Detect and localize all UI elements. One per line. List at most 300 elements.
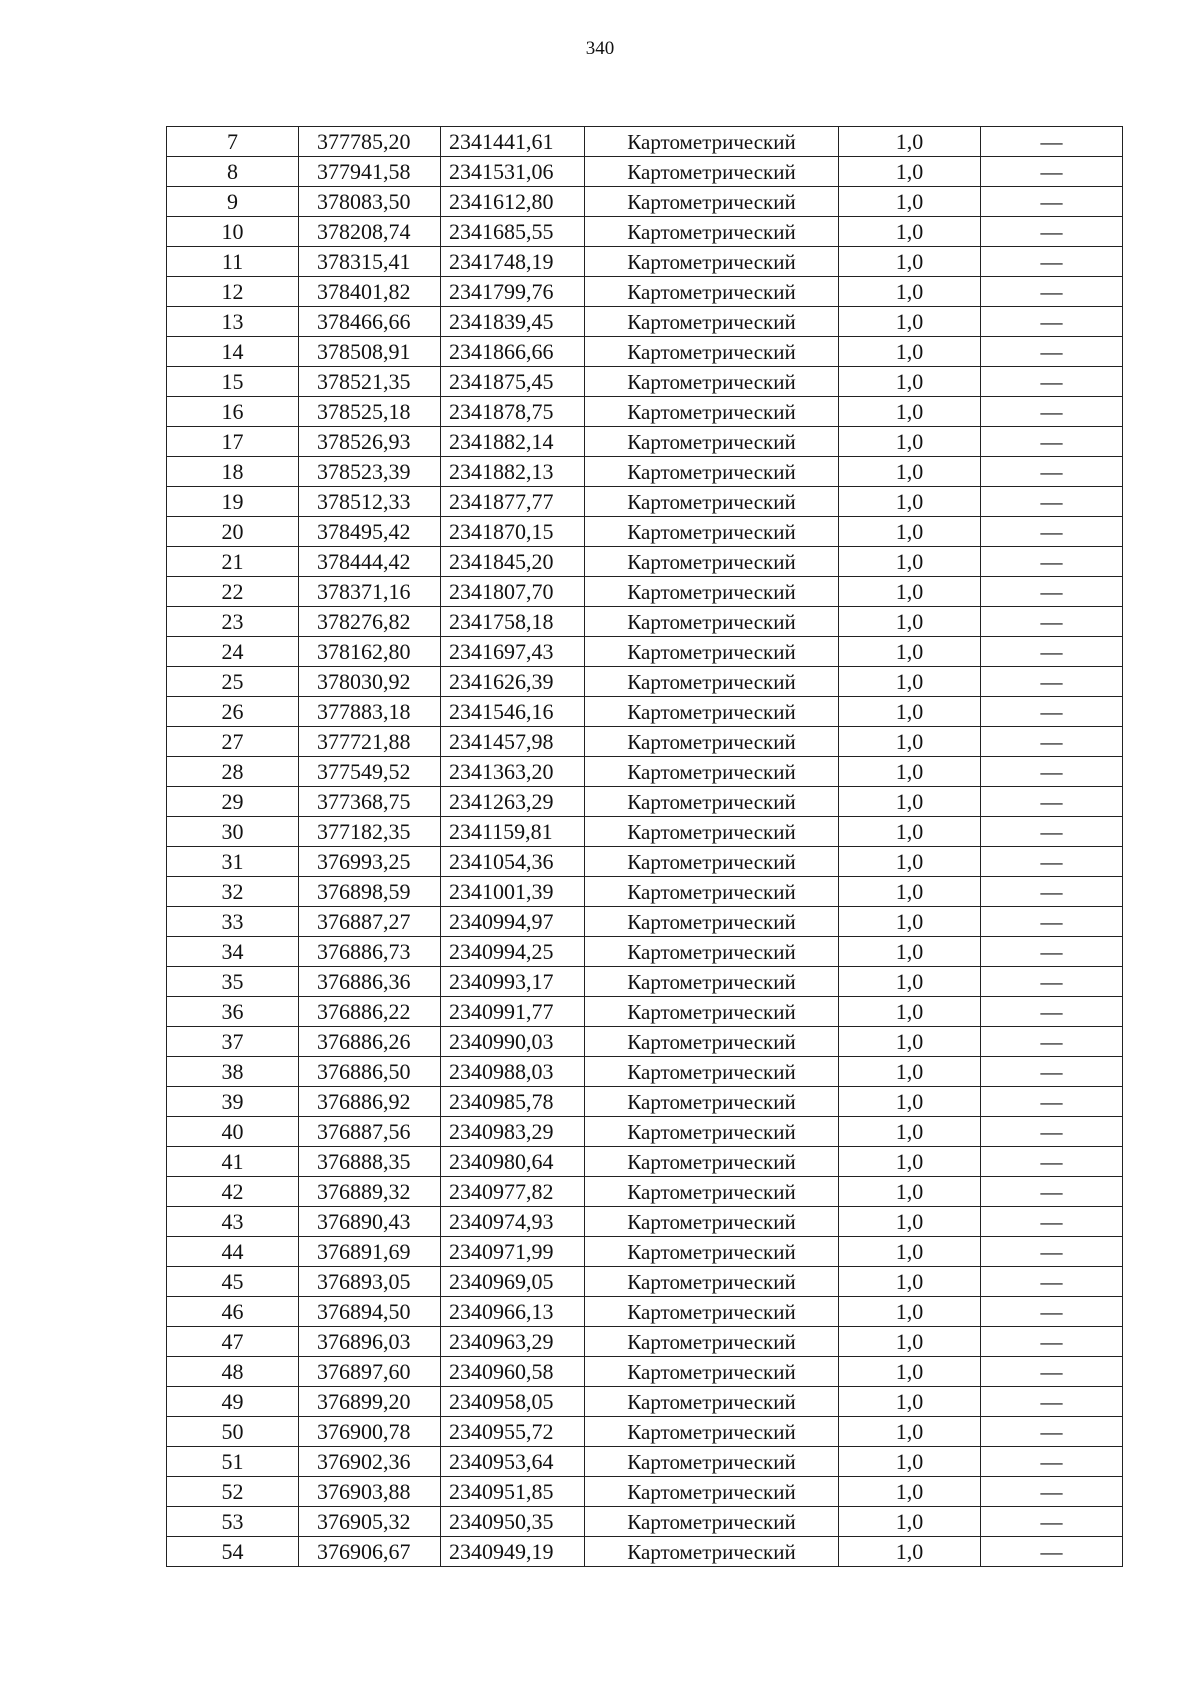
point-number-cell: 49: [167, 1387, 299, 1417]
x-coordinate-cell: 378466,66: [299, 307, 441, 337]
method-cell: Картометрический: [585, 1417, 839, 1447]
x-coordinate-cell: 377721,88: [299, 727, 441, 757]
point-number-cell: 17: [167, 427, 299, 457]
error-cell: 1,0: [839, 517, 981, 547]
y-coordinate-cell: 2340980,64: [441, 1147, 585, 1177]
note-cell: —: [981, 397, 1123, 427]
x-coordinate-cell: 376886,73: [299, 937, 441, 967]
note-cell: —: [981, 727, 1123, 757]
note-cell: —: [981, 907, 1123, 937]
x-coordinate-cell: 376886,92: [299, 1087, 441, 1117]
y-coordinate-cell: 2341807,70: [441, 577, 585, 607]
method-cell: Картометрический: [585, 1087, 839, 1117]
method-cell: Картометрический: [585, 607, 839, 637]
x-coordinate-cell: 376897,60: [299, 1357, 441, 1387]
table-row: [167, 1507, 1123, 1537]
error-cell: 1,0: [839, 607, 981, 637]
error-cell: 1,0: [839, 1477, 981, 1507]
note-cell: —: [981, 937, 1123, 967]
table-row: [167, 457, 1123, 487]
error-cell: 1,0: [839, 547, 981, 577]
x-coordinate-cell: 378083,50: [299, 187, 441, 217]
y-coordinate-cell: 2340990,03: [441, 1027, 585, 1057]
table-row: [167, 937, 1123, 967]
y-coordinate-cell: 2340994,25: [441, 937, 585, 967]
table-row: [167, 1117, 1123, 1147]
y-coordinate-cell: 2341875,45: [441, 367, 585, 397]
x-coordinate-cell: 378315,41: [299, 247, 441, 277]
point-number-cell: 8: [167, 157, 299, 187]
table-row: [167, 1297, 1123, 1327]
note-cell: —: [981, 1327, 1123, 1357]
method-cell: Картометрический: [585, 547, 839, 577]
point-number-cell: 28: [167, 757, 299, 787]
note-cell: —: [981, 1267, 1123, 1297]
table-row: [167, 697, 1123, 727]
x-coordinate-cell: 376902,36: [299, 1447, 441, 1477]
y-coordinate-cell: 2340955,72: [441, 1417, 585, 1447]
coordinates-table-body: [167, 127, 1123, 1567]
method-cell: Картометрический: [585, 757, 839, 787]
x-coordinate-cell: 376889,32: [299, 1177, 441, 1207]
x-coordinate-cell: 376893,05: [299, 1267, 441, 1297]
y-coordinate-cell: 2341870,15: [441, 517, 585, 547]
point-number-cell: 18: [167, 457, 299, 487]
error-cell: 1,0: [839, 1087, 981, 1117]
x-coordinate-cell: 378162,80: [299, 637, 441, 667]
point-number-cell: 32: [167, 877, 299, 907]
table-row: [167, 397, 1123, 427]
point-number-cell: 21: [167, 547, 299, 577]
table-row: [167, 1327, 1123, 1357]
x-coordinate-cell: 376886,36: [299, 967, 441, 997]
error-cell: 1,0: [839, 1507, 981, 1537]
method-cell: Картометрический: [585, 397, 839, 427]
x-coordinate-cell: 376896,03: [299, 1327, 441, 1357]
table-row: [167, 1447, 1123, 1477]
error-cell: 1,0: [839, 1447, 981, 1477]
y-coordinate-cell: 2341758,18: [441, 607, 585, 637]
y-coordinate-cell: 2341612,80: [441, 187, 585, 217]
x-coordinate-cell: 376887,27: [299, 907, 441, 937]
error-cell: 1,0: [839, 787, 981, 817]
table-row: [167, 667, 1123, 697]
point-number-cell: 37: [167, 1027, 299, 1057]
point-number-cell: 13: [167, 307, 299, 337]
error-cell: 1,0: [839, 637, 981, 667]
point-number-cell: 46: [167, 1297, 299, 1327]
y-coordinate-cell: 2341546,16: [441, 697, 585, 727]
y-coordinate-cell: 2341457,98: [441, 727, 585, 757]
x-coordinate-cell: 378208,74: [299, 217, 441, 247]
point-number-cell: 23: [167, 607, 299, 637]
note-cell: —: [981, 817, 1123, 847]
x-coordinate-cell: 376993,25: [299, 847, 441, 877]
error-cell: 1,0: [839, 877, 981, 907]
method-cell: Картометрический: [585, 337, 839, 367]
note-cell: —: [981, 1207, 1123, 1237]
note-cell: —: [981, 1027, 1123, 1057]
point-number-cell: 20: [167, 517, 299, 547]
y-coordinate-cell: 2341531,06: [441, 157, 585, 187]
note-cell: —: [981, 1387, 1123, 1417]
error-cell: 1,0: [839, 967, 981, 997]
error-cell: 1,0: [839, 157, 981, 187]
x-coordinate-cell: 376886,26: [299, 1027, 441, 1057]
method-cell: Картометрический: [585, 1057, 839, 1087]
x-coordinate-cell: 377785,20: [299, 127, 441, 157]
x-coordinate-cell: 377182,35: [299, 817, 441, 847]
x-coordinate-cell: 376898,59: [299, 877, 441, 907]
y-coordinate-cell: 2340971,99: [441, 1237, 585, 1267]
method-cell: Картометрический: [585, 787, 839, 817]
table-row: [167, 997, 1123, 1027]
error-cell: 1,0: [839, 1057, 981, 1087]
note-cell: —: [981, 607, 1123, 637]
error-cell: 1,0: [839, 487, 981, 517]
error-cell: 1,0: [839, 247, 981, 277]
method-cell: Картометрический: [585, 457, 839, 487]
error-cell: 1,0: [839, 937, 981, 967]
table-row: [167, 1417, 1123, 1447]
x-coordinate-cell: 377549,52: [299, 757, 441, 787]
method-cell: Картометрический: [585, 877, 839, 907]
error-cell: 1,0: [839, 307, 981, 337]
error-cell: 1,0: [839, 1027, 981, 1057]
table-row: [167, 307, 1123, 337]
y-coordinate-cell: 2340991,77: [441, 997, 585, 1027]
note-cell: —: [981, 1297, 1123, 1327]
note-cell: —: [981, 1507, 1123, 1537]
method-cell: Картометрический: [585, 127, 839, 157]
x-coordinate-cell: 378523,39: [299, 457, 441, 487]
error-cell: 1,0: [839, 757, 981, 787]
point-number-cell: 30: [167, 817, 299, 847]
note-cell: —: [981, 457, 1123, 487]
method-cell: Картометрический: [585, 517, 839, 547]
error-cell: 1,0: [839, 217, 981, 247]
method-cell: Картометрический: [585, 487, 839, 517]
y-coordinate-cell: 2341866,66: [441, 337, 585, 367]
point-number-cell: 15: [167, 367, 299, 397]
point-number-cell: 24: [167, 637, 299, 667]
table-row: [167, 1477, 1123, 1507]
point-number-cell: 33: [167, 907, 299, 937]
x-coordinate-cell: 378401,82: [299, 277, 441, 307]
note-cell: —: [981, 1477, 1123, 1507]
note-cell: —: [981, 487, 1123, 517]
x-coordinate-cell: 377941,58: [299, 157, 441, 187]
coordinates-table: [166, 126, 1123, 1567]
point-number-cell: 45: [167, 1267, 299, 1297]
x-coordinate-cell: 376886,22: [299, 997, 441, 1027]
error-cell: 1,0: [839, 1237, 981, 1267]
note-cell: —: [981, 577, 1123, 607]
x-coordinate-cell: 376900,78: [299, 1417, 441, 1447]
note-cell: —: [981, 667, 1123, 697]
note-cell: —: [981, 637, 1123, 667]
note-cell: —: [981, 847, 1123, 877]
error-cell: 1,0: [839, 847, 981, 877]
method-cell: Картометрический: [585, 217, 839, 247]
note-cell: —: [981, 1087, 1123, 1117]
x-coordinate-cell: 376905,32: [299, 1507, 441, 1537]
error-cell: 1,0: [839, 1297, 981, 1327]
table-row: [167, 157, 1123, 187]
table-row: [167, 757, 1123, 787]
note-cell: —: [981, 157, 1123, 187]
point-number-cell: 7: [167, 127, 299, 157]
note-cell: —: [981, 697, 1123, 727]
point-number-cell: 42: [167, 1177, 299, 1207]
table-row: [167, 637, 1123, 667]
y-coordinate-cell: 2341441,61: [441, 127, 585, 157]
table-row: [167, 517, 1123, 547]
point-number-cell: 53: [167, 1507, 299, 1537]
point-number-cell: 51: [167, 1447, 299, 1477]
table-row: [167, 607, 1123, 637]
note-cell: —: [981, 967, 1123, 997]
y-coordinate-cell: 2340951,85: [441, 1477, 585, 1507]
y-coordinate-cell: 2341877,77: [441, 487, 585, 517]
method-cell: Картометрический: [585, 277, 839, 307]
y-coordinate-cell: 2340988,03: [441, 1057, 585, 1087]
y-coordinate-cell: 2341748,19: [441, 247, 585, 277]
point-number-cell: 36: [167, 997, 299, 1027]
x-coordinate-cell: 378512,33: [299, 487, 441, 517]
error-cell: 1,0: [839, 1357, 981, 1387]
note-cell: —: [981, 427, 1123, 457]
error-cell: 1,0: [839, 427, 981, 457]
error-cell: 1,0: [839, 1177, 981, 1207]
y-coordinate-cell: 2341685,55: [441, 217, 585, 247]
note-cell: —: [981, 1357, 1123, 1387]
point-number-cell: 38: [167, 1057, 299, 1087]
point-number-cell: 14: [167, 337, 299, 367]
y-coordinate-cell: 2341054,36: [441, 847, 585, 877]
method-cell: Картометрический: [585, 1267, 839, 1297]
point-number-cell: 41: [167, 1147, 299, 1177]
y-coordinate-cell: 2341845,20: [441, 547, 585, 577]
note-cell: —: [981, 757, 1123, 787]
error-cell: 1,0: [839, 457, 981, 487]
table-row: [167, 1087, 1123, 1117]
table-row: [167, 1027, 1123, 1057]
y-coordinate-cell: 2340958,05: [441, 1387, 585, 1417]
method-cell: Картометрический: [585, 1147, 839, 1177]
method-cell: Картометрический: [585, 1447, 839, 1477]
y-coordinate-cell: 2341263,29: [441, 787, 585, 817]
note-cell: —: [981, 547, 1123, 577]
error-cell: 1,0: [839, 367, 981, 397]
method-cell: Картометрический: [585, 1537, 839, 1567]
error-cell: 1,0: [839, 727, 981, 757]
page-number: 340: [585, 38, 615, 59]
y-coordinate-cell: 2341159,81: [441, 817, 585, 847]
point-number-cell: 31: [167, 847, 299, 877]
table-row: [167, 217, 1123, 247]
error-cell: 1,0: [839, 187, 981, 217]
x-coordinate-cell: 376890,43: [299, 1207, 441, 1237]
note-cell: —: [981, 1057, 1123, 1087]
point-number-cell: 29: [167, 787, 299, 817]
method-cell: Картометрический: [585, 427, 839, 457]
x-coordinate-cell: 378521,35: [299, 367, 441, 397]
error-cell: 1,0: [839, 1537, 981, 1567]
table-row: [167, 1537, 1123, 1567]
note-cell: —: [981, 517, 1123, 547]
point-number-cell: 54: [167, 1537, 299, 1567]
table-row: [167, 577, 1123, 607]
table-row: [167, 367, 1123, 397]
y-coordinate-cell: 2341882,13: [441, 457, 585, 487]
x-coordinate-cell: 378495,42: [299, 517, 441, 547]
method-cell: Картометрический: [585, 697, 839, 727]
point-number-cell: 44: [167, 1237, 299, 1267]
error-cell: 1,0: [839, 997, 981, 1027]
note-cell: —: [981, 217, 1123, 247]
note-cell: —: [981, 787, 1123, 817]
note-cell: —: [981, 877, 1123, 907]
table-row: [167, 487, 1123, 517]
error-cell: 1,0: [839, 1267, 981, 1297]
y-coordinate-cell: 2341882,14: [441, 427, 585, 457]
x-coordinate-cell: 378371,16: [299, 577, 441, 607]
x-coordinate-cell: 378444,42: [299, 547, 441, 577]
x-coordinate-cell: 378525,18: [299, 397, 441, 427]
x-coordinate-cell: 376894,50: [299, 1297, 441, 1327]
method-cell: Картометрический: [585, 847, 839, 877]
table-row: [167, 1387, 1123, 1417]
table-row: [167, 547, 1123, 577]
x-coordinate-cell: 377883,18: [299, 697, 441, 727]
method-cell: Картометрический: [585, 157, 839, 187]
point-number-cell: 39: [167, 1087, 299, 1117]
x-coordinate-cell: 376888,35: [299, 1147, 441, 1177]
table-row: [167, 727, 1123, 757]
point-number-cell: 52: [167, 1477, 299, 1507]
method-cell: Картометрический: [585, 1357, 839, 1387]
note-cell: —: [981, 1417, 1123, 1447]
y-coordinate-cell: 2340977,82: [441, 1177, 585, 1207]
table-row: [167, 247, 1123, 277]
y-coordinate-cell: 2340949,19: [441, 1537, 585, 1567]
table-row: [167, 877, 1123, 907]
note-cell: —: [981, 307, 1123, 337]
y-coordinate-cell: 2341001,39: [441, 877, 585, 907]
note-cell: —: [981, 1177, 1123, 1207]
table-row: [167, 1237, 1123, 1267]
error-cell: 1,0: [839, 1207, 981, 1237]
error-cell: 1,0: [839, 907, 981, 937]
point-number-cell: 25: [167, 667, 299, 697]
error-cell: 1,0: [839, 1387, 981, 1417]
note-cell: —: [981, 1117, 1123, 1147]
point-number-cell: 50: [167, 1417, 299, 1447]
point-number-cell: 43: [167, 1207, 299, 1237]
method-cell: Картометрический: [585, 667, 839, 697]
point-number-cell: 27: [167, 727, 299, 757]
error-cell: 1,0: [839, 577, 981, 607]
method-cell: Картометрический: [585, 997, 839, 1027]
point-number-cell: 26: [167, 697, 299, 727]
method-cell: Картометрический: [585, 307, 839, 337]
y-coordinate-cell: 2341363,20: [441, 757, 585, 787]
error-cell: 1,0: [839, 127, 981, 157]
method-cell: Картометрический: [585, 1027, 839, 1057]
error-cell: 1,0: [839, 397, 981, 427]
y-coordinate-cell: 2340994,97: [441, 907, 585, 937]
y-coordinate-cell: 2340983,29: [441, 1117, 585, 1147]
table-row: [167, 967, 1123, 997]
x-coordinate-cell: 376886,50: [299, 1057, 441, 1087]
method-cell: Картометрический: [585, 967, 839, 997]
method-cell: Картометрический: [585, 817, 839, 847]
point-number-cell: 48: [167, 1357, 299, 1387]
method-cell: Картометрический: [585, 637, 839, 667]
error-cell: 1,0: [839, 667, 981, 697]
table-row: [167, 337, 1123, 367]
note-cell: —: [981, 1147, 1123, 1177]
error-cell: 1,0: [839, 1117, 981, 1147]
point-number-cell: 34: [167, 937, 299, 967]
table-row: [167, 277, 1123, 307]
method-cell: Картометрический: [585, 1507, 839, 1537]
table-row: [167, 1177, 1123, 1207]
table-row: [167, 427, 1123, 457]
table-row: [167, 847, 1123, 877]
x-coordinate-cell: 376887,56: [299, 1117, 441, 1147]
method-cell: Картометрический: [585, 937, 839, 967]
y-coordinate-cell: 2341878,75: [441, 397, 585, 427]
point-number-cell: 16: [167, 397, 299, 427]
point-number-cell: 10: [167, 217, 299, 247]
y-coordinate-cell: 2340963,29: [441, 1327, 585, 1357]
method-cell: Картометрический: [585, 247, 839, 277]
method-cell: Картометрический: [585, 1387, 839, 1417]
method-cell: Картометрический: [585, 1117, 839, 1147]
method-cell: Картометрический: [585, 727, 839, 757]
point-number-cell: 35: [167, 967, 299, 997]
error-cell: 1,0: [839, 337, 981, 367]
note-cell: —: [981, 1447, 1123, 1477]
y-coordinate-cell: 2340974,93: [441, 1207, 585, 1237]
point-number-cell: 11: [167, 247, 299, 277]
point-number-cell: 47: [167, 1327, 299, 1357]
method-cell: Картометрический: [585, 187, 839, 217]
x-coordinate-cell: 378526,93: [299, 427, 441, 457]
table-row: [167, 787, 1123, 817]
y-coordinate-cell: 2341839,45: [441, 307, 585, 337]
method-cell: Картометрический: [585, 1297, 839, 1327]
method-cell: Картометрический: [585, 1477, 839, 1507]
y-coordinate-cell: 2341697,43: [441, 637, 585, 667]
x-coordinate-cell: 376906,67: [299, 1537, 441, 1567]
y-coordinate-cell: 2340985,78: [441, 1087, 585, 1117]
note-cell: —: [981, 247, 1123, 277]
note-cell: —: [981, 187, 1123, 217]
table-row: [167, 907, 1123, 937]
error-cell: 1,0: [839, 1147, 981, 1177]
method-cell: Картометрический: [585, 907, 839, 937]
x-coordinate-cell: 376891,69: [299, 1237, 441, 1267]
note-cell: —: [981, 1537, 1123, 1567]
table-row: [167, 1207, 1123, 1237]
note-cell: —: [981, 277, 1123, 307]
y-coordinate-cell: 2340969,05: [441, 1267, 585, 1297]
point-number-cell: 22: [167, 577, 299, 607]
table-row: [167, 187, 1123, 217]
